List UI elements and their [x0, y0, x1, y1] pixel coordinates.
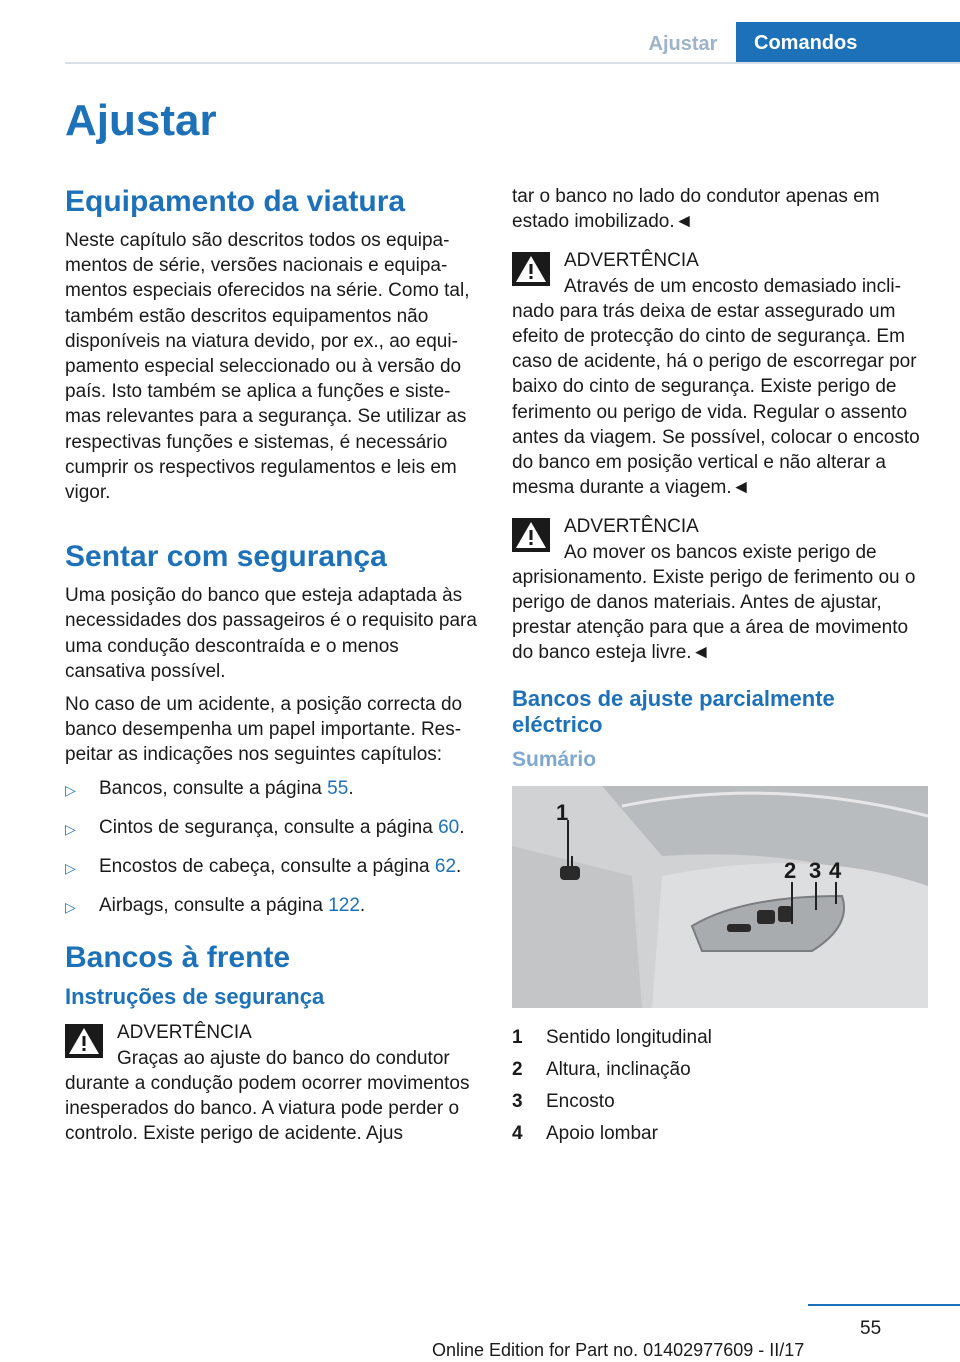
header-tab-chapter[interactable]: Comandos [736, 22, 960, 62]
right-column [512, 184, 926, 1150]
warning-text: Através de um encosto demasiado inclinado para trás deixa de estar assegurado um efeito de protecção do cinto de segurança. Em caso de acidente, há o perigo de escorregar por baixo do cinto de segurança. Existe perigo de ferimento ou perigo de vida. Regular o assento antes da viagem. Se possível, colocar o encosto do banco em posição vertical e não alterar a mesma durante a viagem.◄ [512, 275, 920, 499]
warning-title: ADVERTÊNCIA [564, 516, 699, 538]
warning-title: ADVERTÊNCIA [564, 250, 699, 272]
subsection-title-safety: Instruções de segurança [65, 984, 325, 1010]
warning-text: Ao mover os bancos existe perigo de aprisionamento. Existe perigo de ferimento ou o perigo de danos materiais. Antes de ajustar, prestar atenção para que a área de movimento do banco esteja livre.◄ [512, 541, 916, 664]
header-rule [65, 62, 960, 64]
warning-icon [512, 518, 550, 552]
arrow-bullet-icon: ▷ [65, 820, 76, 837]
list-item: 4 Apoio lombar [512, 1122, 658, 1144]
list-item: 3 Encosto [512, 1090, 615, 1112]
page-link[interactable]: 62 [434, 856, 457, 878]
continued-text: tar o banco no lado do condutor apenas em estado imobilizado.◄ [512, 186, 880, 233]
page-link[interactable]: 60 [438, 816, 460, 838]
warning-icon [65, 1024, 103, 1058]
list-item: 2 Altura, inclinação [512, 1058, 691, 1080]
page-link[interactable]: 55 [327, 777, 349, 799]
edition-note: Online Edition for Part no. 01402977609 - II/17 [432, 1340, 805, 1360]
list-item: ▷ Bancos, consulte a página 55. [65, 776, 479, 801]
page-title: Ajustar [65, 96, 217, 145]
header-tab-section[interactable]: Ajustar [648, 33, 718, 55]
list-item: ▷ Cintos de segurança, consulte a página 60. [65, 815, 479, 840]
warning-block [65, 1020, 479, 1146]
figure-legend [512, 1022, 926, 1150]
page-link[interactable]: 122 [328, 895, 360, 917]
callout-4: 4 [829, 857, 842, 883]
footer-rule [808, 1304, 960, 1306]
list-item: 1 Sentido longitudinal [512, 1026, 712, 1048]
section-title-safe-seating: Sentar com segurança [65, 540, 387, 574]
warning-title: ADVERTÊNCIA [117, 1022, 252, 1044]
page-number: 55 [860, 1318, 882, 1339]
callout-3: 3 [809, 857, 822, 883]
arrow-bullet-icon: ▷ [65, 899, 76, 916]
subsection-title-overview: Sumário [512, 747, 597, 771]
callout-2: 2 [784, 857, 797, 883]
seat-illustration [512, 786, 928, 1008]
chapter-reference-list [65, 776, 479, 919]
arrow-bullet-icon: ▷ [65, 860, 76, 877]
warning-text: Graças ao ajuste do banco do condutor durante a condução podem ocorrer movimentos inesperados do banco. A viatura pode perder o controlo. Existe perigo de acidente. Ajus [65, 1047, 470, 1145]
list-item: ▷ Encostos de cabeça, consulte a página 62. [65, 854, 479, 879]
list-item: ▷ Airbags, consulte a página 122. [65, 893, 479, 918]
callout-1: 1 [556, 799, 569, 825]
equipment-paragraph: Neste capítulo são descritos todos os equipamentos de série, versões nacionais e equipamentos especiais oferecidos na série. Como tal, também estão descritos equipamentos não disponíveis na viatura devido, por ex., ao equipamento especial seleccionado ou à versão do país. Isto também se aplica a funções e sistemas relevantes para a segurança. Se utilizar as respectivas funções e sistemas, é necessário cumprir os respectivos regulamentos e leis em vigor. [65, 230, 470, 504]
warning-block [512, 514, 926, 665]
arrow-bullet-icon: ▷ [65, 781, 76, 798]
section-title-front-seats: Bancos à frente [65, 941, 291, 975]
safe-seating-paragraph-1: Uma posição do banco que esteja adaptada às necessidades dos passageiros é o requisito para uma condução descontraída e o menos cansativa possível. [65, 585, 477, 682]
seat-controls-figure [512, 786, 928, 1008]
warning-icon [512, 252, 550, 286]
left-column [65, 184, 479, 1160]
safe-seating-paragraph-2: No caso de um acidente, a posição correcta do banco desempenha um papel importante. Respeitar as indicações nos seguintes capítulos: [65, 694, 463, 766]
section-title-equipment: Equipamento da viatura [65, 185, 406, 218]
section-title-seat-adjust: Bancos de ajuste parcialmente eléctrico [512, 685, 835, 737]
warning-block [512, 248, 926, 500]
